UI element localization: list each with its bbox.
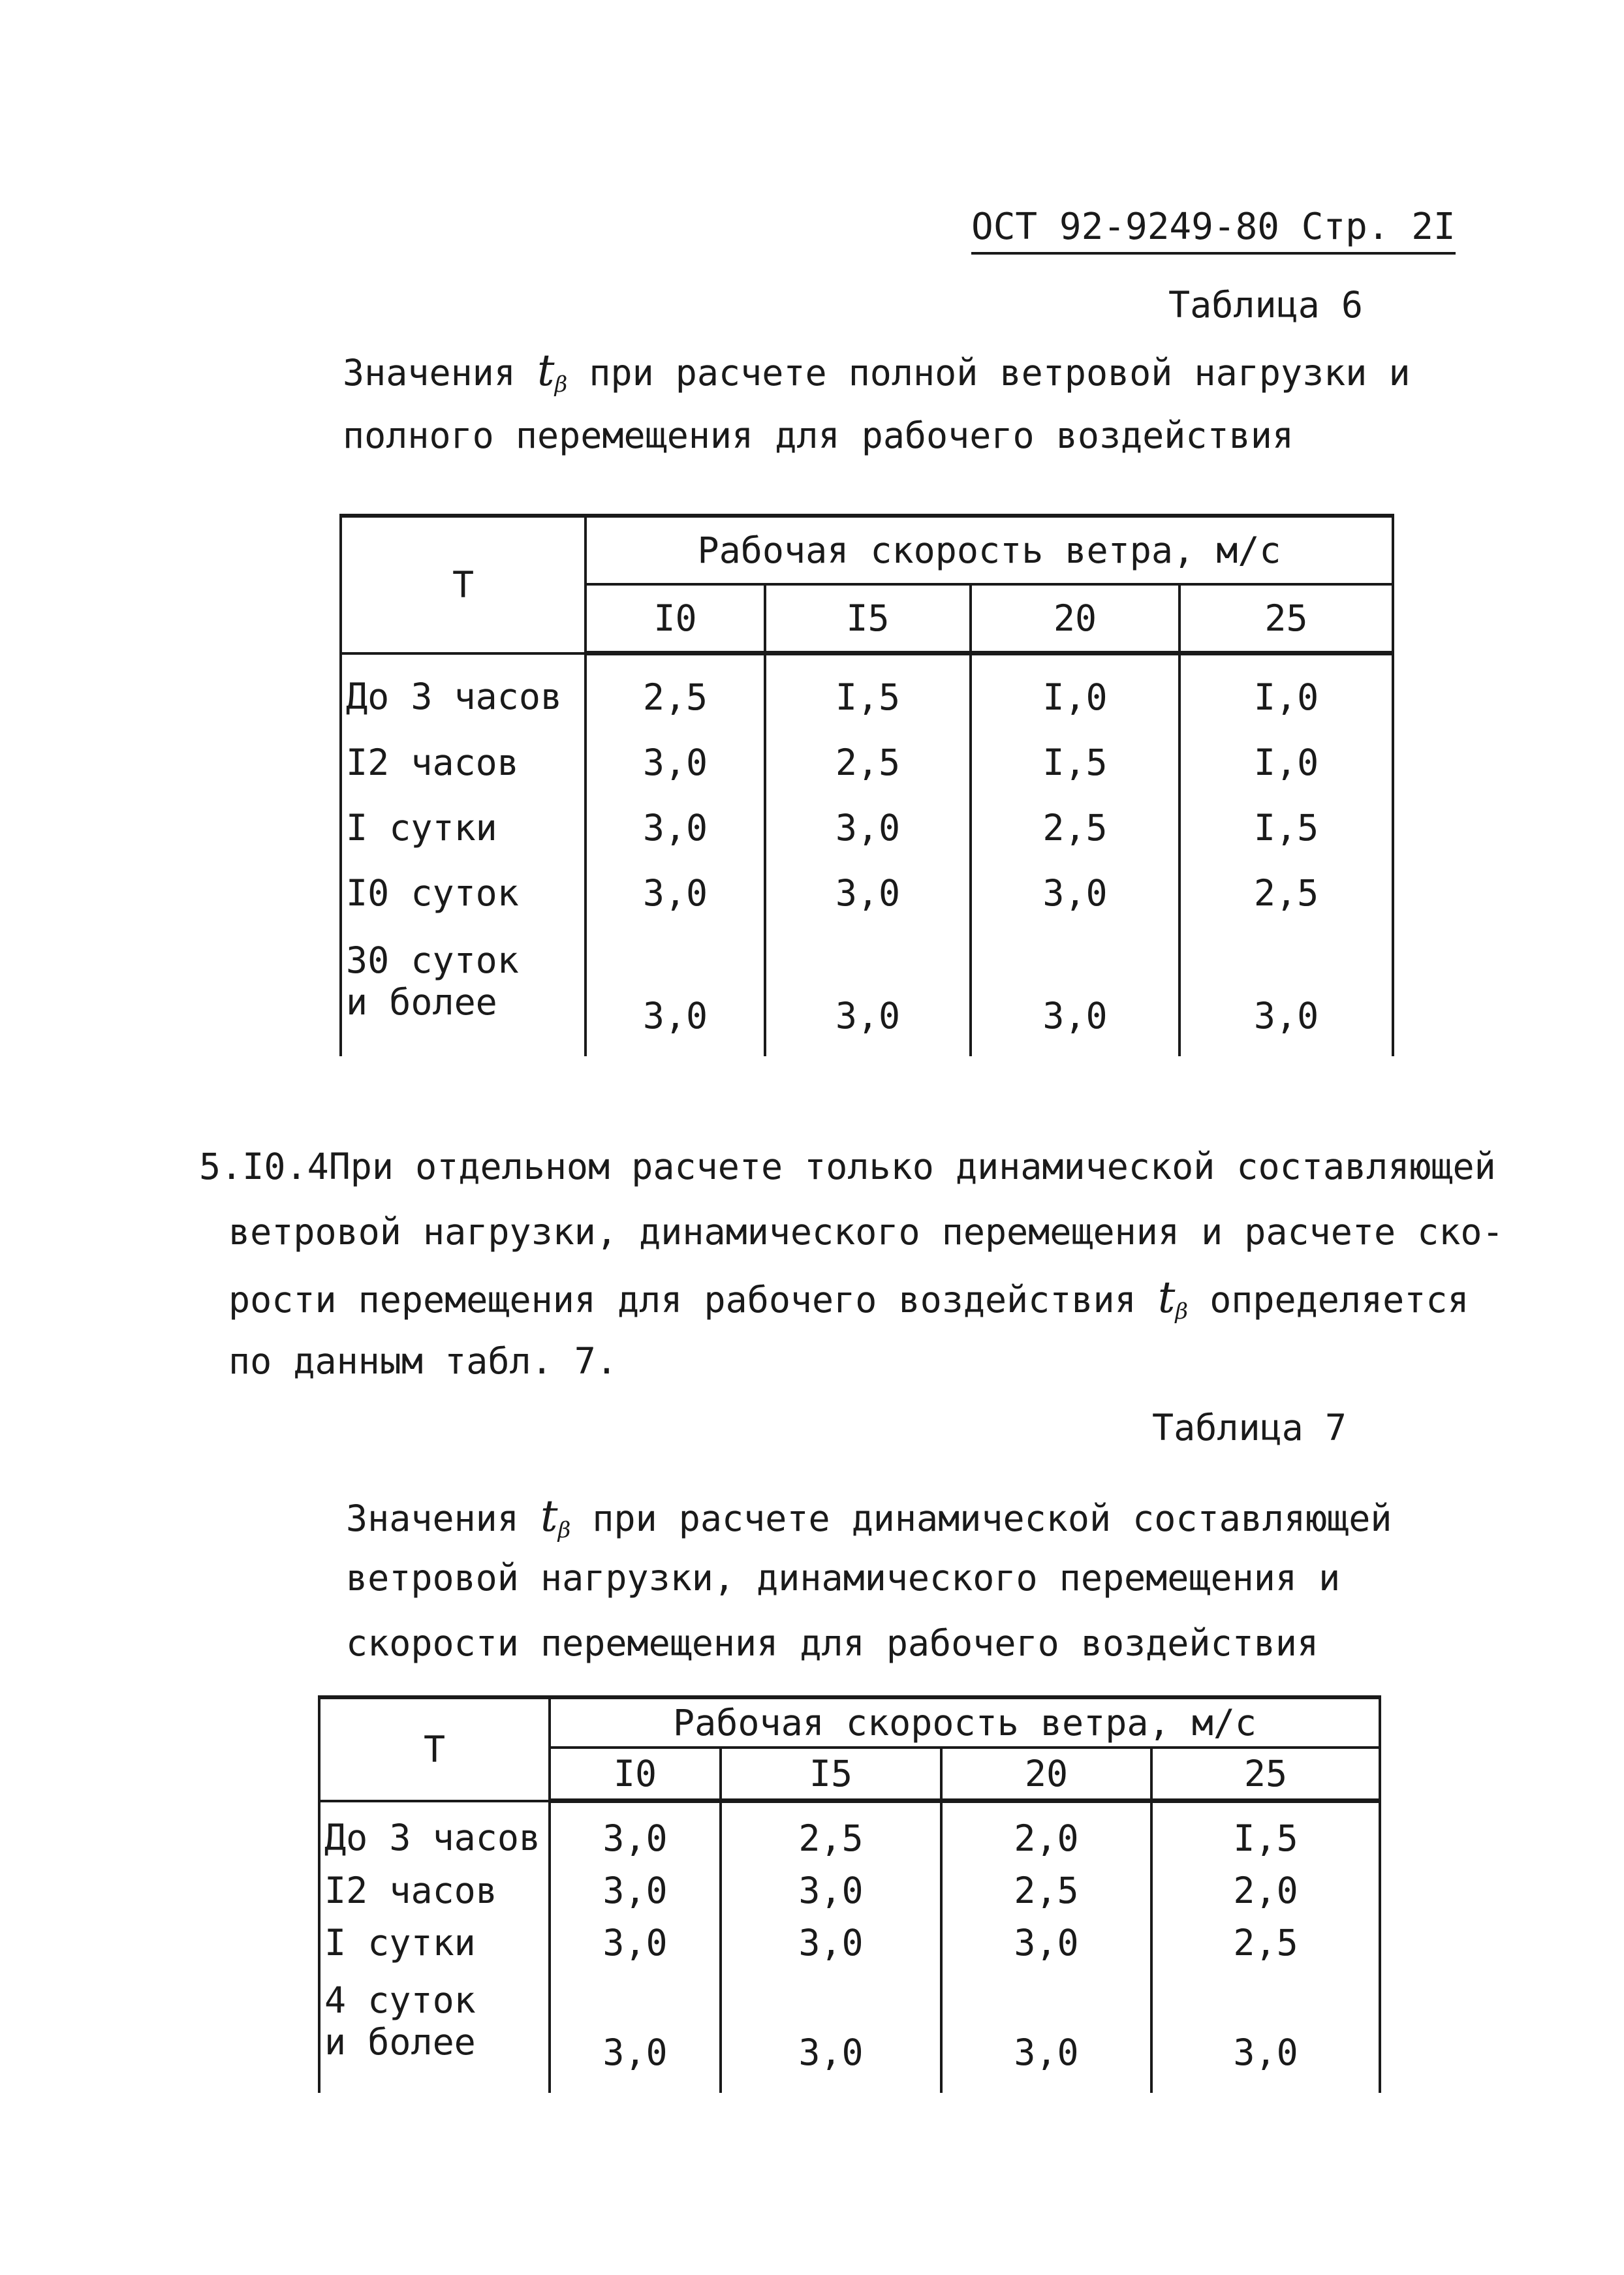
table-cell: I,5: [765, 653, 971, 730]
table-row: [319, 1917, 1380, 1969]
table7-col-header: 20: [941, 1748, 1151, 1801]
table-cell: 3,0: [586, 926, 765, 1056]
table-cell: 3,0: [941, 1917, 1151, 1969]
table6-label: Таблица 6: [1168, 284, 1364, 326]
table7-group-header: Рабочая скорость ветра, м/с: [550, 1697, 1380, 1748]
table-cell: 3,0: [721, 1917, 941, 1969]
row-label-line: 4 суток: [324, 1979, 476, 2021]
document-header: ОСТ 92-9249-80 Стр. 2I: [971, 206, 1456, 255]
table6: [339, 514, 1394, 1056]
table-cell: 2,5: [721, 1801, 941, 1865]
paragraph-text: При отдельном расчете только динамической составляющей: [328, 1146, 1496, 1187]
table-cell: 3,0: [971, 860, 1179, 926]
table-cell: 3,0: [1179, 926, 1393, 1056]
paragraph-line3: [228, 1272, 1469, 1325]
table-cell: 2,0: [941, 1801, 1151, 1865]
table-cell: 3,0: [765, 860, 971, 926]
table-row: [341, 860, 1393, 926]
table-cell: I,5: [971, 730, 1179, 795]
table7-caption-line3: скорости перемещения для рабочего воздействия: [346, 1622, 1319, 1664]
paragraph-line1: [199, 1146, 1496, 1187]
table-cell: 2,0: [1151, 1864, 1380, 1917]
table-cell: 2,5: [1151, 1917, 1380, 1969]
row-label-line: и более: [324, 2021, 476, 2063]
table7-col-header: I0: [550, 1748, 721, 1801]
row-label: До 3 часов: [319, 1801, 550, 1865]
table-cell: 3,0: [586, 860, 765, 926]
table7-caption-line2: ветровой нагрузки, динамического перемещения и: [346, 1557, 1341, 1599]
table-cell: 3,0: [721, 1864, 941, 1917]
table6-col-header: I0: [586, 584, 765, 653]
row-label: I2 часов: [341, 730, 586, 795]
row-label-line: и более: [346, 981, 497, 1023]
table-cell: 2,5: [586, 653, 765, 730]
table-row: [341, 926, 1393, 1056]
table-cell: 3,0: [550, 1801, 721, 1865]
row-label: I2 часов: [319, 1864, 550, 1917]
table-row: [319, 1801, 1380, 1865]
table7-col-header: 25: [1151, 1748, 1380, 1801]
table6-corner-header: Т: [341, 516, 586, 653]
table-cell: I,5: [1179, 795, 1393, 860]
table-cell: 3,0: [1151, 1969, 1380, 2093]
row-label: I сутки: [319, 1917, 550, 1969]
table-row: [319, 1864, 1380, 1917]
table7-caption-line1: [346, 1491, 1392, 1543]
table6-caption-line2: полного перемещения для рабочего воздействия: [343, 415, 1294, 456]
table-cell: I,0: [1179, 653, 1393, 730]
table-cell: I,0: [1179, 730, 1393, 795]
table7-col-header: I5: [721, 1748, 941, 1801]
table-cell: 2,5: [765, 730, 971, 795]
paragraph-text: рости перемещения для рабочего воздействия: [228, 1279, 1136, 1321]
table-cell: 2,5: [941, 1864, 1151, 1917]
table-cell: 3,0: [765, 795, 971, 860]
table6-caption-line1: [343, 345, 1411, 398]
table-row: [341, 653, 1393, 730]
table-row: [341, 730, 1393, 795]
paragraph-line2: ветровой нагрузки, динамического перемещения и расчете ско-: [228, 1211, 1504, 1253]
row-label: I сутки: [341, 795, 586, 860]
table-cell: 3,0: [550, 1969, 721, 2093]
row-label: [319, 1969, 550, 2093]
t-beta-symbol: $t_\beta$: [1157, 1272, 1189, 1325]
table-row: [319, 1969, 1380, 2093]
table7-corner-header: Т: [319, 1697, 550, 1801]
table7: [318, 1695, 1381, 2093]
table-cell: I,5: [1151, 1801, 1380, 1865]
row-label-line: 30 суток: [346, 939, 519, 981]
table6-group-header: Рабочая скорость ветра, м/с: [586, 516, 1393, 584]
table-cell: 3,0: [765, 926, 971, 1056]
table-cell: 3,0: [586, 730, 765, 795]
t-beta-symbol: $t_\beta$: [540, 1491, 571, 1543]
caption-prefix: Значения: [346, 1498, 519, 1539]
table-cell: 3,0: [550, 1917, 721, 1969]
paragraph-text: определяется: [1210, 1279, 1469, 1321]
table6-col-header: 20: [971, 584, 1179, 653]
table-cell: 3,0: [550, 1864, 721, 1917]
table-cell: 3,0: [721, 1969, 941, 2093]
table-cell: I,0: [971, 653, 1179, 730]
row-label: I0 суток: [341, 860, 586, 926]
table-cell: 2,5: [971, 795, 1179, 860]
t-beta-symbol: $t_\beta$: [537, 345, 568, 398]
row-label: До 3 часов: [341, 653, 586, 730]
table-cell: 3,0: [586, 795, 765, 860]
table-cell: 3,0: [941, 1969, 1151, 2093]
table6-col-header: 25: [1179, 584, 1393, 653]
table7-label: Таблица 7: [1152, 1407, 1347, 1449]
row-label: [341, 926, 586, 1056]
table-row: [341, 795, 1393, 860]
table-cell: 2,5: [1179, 860, 1393, 926]
paragraph-number: 5.I0.4: [199, 1146, 329, 1187]
paragraph-line4: по данным табл. 7.: [228, 1340, 618, 1382]
table-cell: 3,0: [971, 926, 1179, 1056]
caption-prefix: Значения: [343, 352, 516, 394]
table6-col-header: I5: [765, 584, 971, 653]
caption-rest: при расчете динамической составляющей: [592, 1498, 1392, 1539]
caption-rest: при расчете полной ветровой нагрузки и: [589, 352, 1411, 394]
